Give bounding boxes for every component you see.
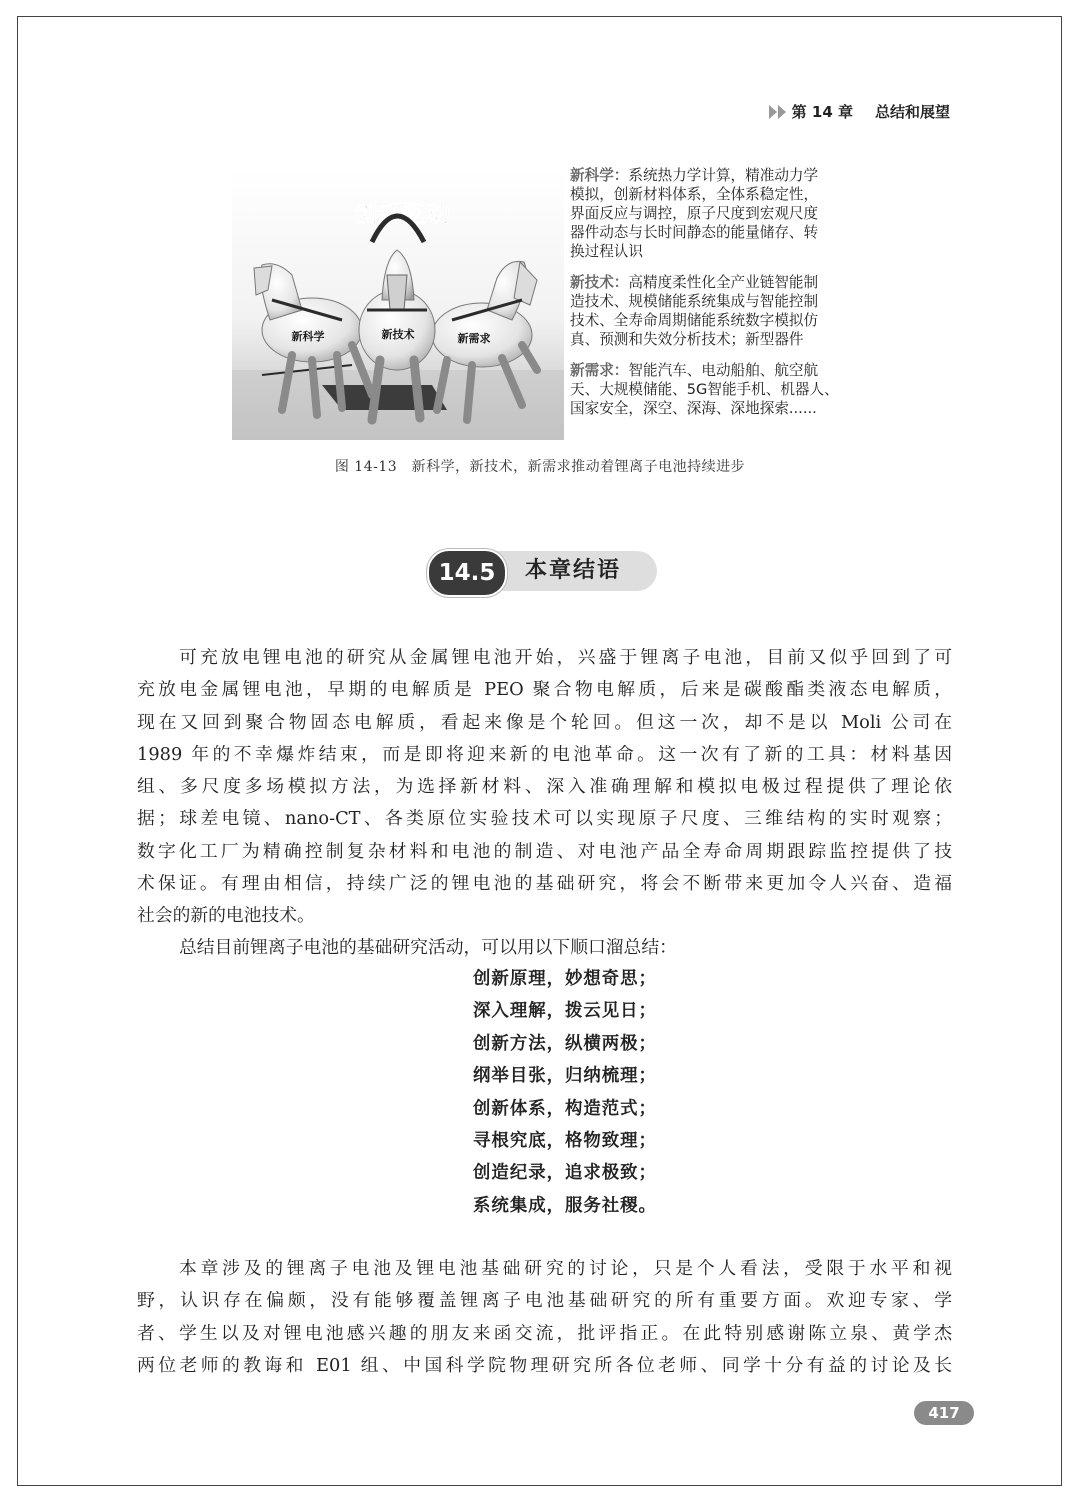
verse-line: 系统集成，服务社稷。 [473, 1195, 657, 1216]
paragraph-line: 可充放电锂电池的研究从金属锂电池开始，兴盛于锂离子电池，目前又似乎回到了可 [179, 647, 952, 668]
verse-line: 寻根究底，格物致理； [473, 1130, 657, 1151]
paragraph-line: 野，认识存在偏颇，没有能够覆盖锂离子电池基础研究的所有重要方面。欢迎专家、学 [137, 1290, 952, 1312]
paragraph-summary-intro: 总结目前锂离子电池的基础研究活动，可以用以下顺口溜总结： [179, 937, 677, 958]
annotation-line: 模拟，创新材料体系，全体系稳定性， [570, 186, 819, 203]
annotation-new-technology [570, 273, 870, 349]
paragraph-line: 1989 年的不幸爆炸结束，而是即将迎来新的电池革命。这一次有了新的工具：材料基因 [137, 743, 952, 765]
paragraph-conclusion [137, 642, 952, 933]
annotation-new-demand [570, 361, 870, 418]
horse-label-technology: 新技术 [381, 328, 415, 341]
annotation-keyword: 新需求： [570, 362, 629, 379]
summary-verse [0, 963, 1080, 1222]
page-number: 417 [914, 1401, 974, 1425]
annotation-line: 高精度柔性化全产业链智能制 [628, 274, 819, 291]
verse-line: 创造纪录，追求极致； [473, 1163, 657, 1184]
annotation-line: 智能汽车、电动船舶、航空航 [628, 362, 819, 379]
chapter-number: 第 14 章 [791, 103, 853, 121]
verse-line: 创新原理，妙想奇思； [473, 969, 657, 989]
annotation-line: 天、大规模储能、5G智能手机、机器人、 [570, 381, 839, 398]
figure-annotations [570, 166, 870, 430]
verse-line: 纲举目张，归纳梳理； [473, 1066, 657, 1087]
double-arrow-icon [769, 105, 786, 119]
annotation-line: 换过程认识 [570, 243, 643, 260]
section-heading [425, 549, 661, 593]
annotation-line: 真、预测和失效分析技术；新型器件 [570, 331, 804, 348]
verse-line: 创新方法，纵横两极； [473, 1033, 657, 1054]
paragraph-line: 者、学生以及对锂电池感兴趣的朋友来函交流，批评指正。在此特别感谢陈立泉、黄学杰 [137, 1322, 952, 1344]
paragraph-line: 组、多尺度多场模拟方法，为选择新材料、深入准确理解和模拟电极过程提供了理论依 [137, 776, 952, 798]
paragraph-line: 数字化工厂为精确控制复杂材料和电池的制造、对电池产品全寿命周期跟踪监控提供了技 [137, 840, 952, 862]
paragraph-line: 据；球差电镜、nano-CT、各类原位实验技术可以实现原子尺度、三维结构的实时观察； [137, 808, 952, 830]
annotation-keyword: 新技术： [570, 274, 629, 291]
troika-horses-image [232, 170, 564, 440]
annotation-line: 造技术、规模储能系统集成与智能控制 [570, 293, 819, 310]
annotation-line: 系统热力学计算，精准动力学 [628, 167, 819, 184]
chapter-title: 总结和展望 [874, 103, 950, 121]
paragraph-line: 本章涉及的锂离子电池及锂电池基础研究的讨论，只是个人看法，受限于水平和视 [179, 1258, 952, 1279]
annotation-line: 器件动态与长时间静态的能量储存、转 [570, 224, 819, 241]
section-number-badge: 14.5 [427, 549, 507, 597]
annotation-line: 界面反应与调控，原子尺度到宏观尺度 [570, 205, 819, 222]
annotation-line: 技术、全寿命周期储能系统数字模拟仿 [570, 312, 819, 329]
annotation-keyword: 新科学： [570, 167, 629, 184]
verse-line: 深入理解，拨云见日； [473, 1001, 657, 1022]
annotation-new-science [570, 166, 870, 261]
paragraph-line: 现在又回到聚合物固态电解质，看起来像是个轮回。但这一次，却不是以 Moli 公司在 [137, 711, 952, 733]
horse-label-science: 新科学 [291, 330, 325, 343]
figure-image-title: 创新驱动 [354, 200, 450, 228]
paragraph-line: 充放电金属锂电池，早期的电解质是 PEO 聚合物电解质，后来是碳酸酯类液态电解质， [137, 679, 952, 701]
figure-caption: 图 14-13 新科学，新技术，新需求推动着锂离子电池持续进步 [334, 459, 746, 475]
paragraph-line: 两位老师的教诲和 E01 组、中国科学院物理研究所各位老师、同学十分有益的讨论及长 [137, 1354, 952, 1376]
running-header [769, 101, 950, 122]
annotation-line: 国家安全，深空、深海、深地探索...... [570, 400, 817, 417]
horse-label-demand: 新需求 [457, 332, 491, 345]
section-title: 本章结语 [525, 558, 622, 583]
paragraph-line: 社会的新的电池技术。 [137, 905, 315, 927]
paragraph-line: 术保证。有理由相信，持续广泛的锂电池的基础研究，将会不断带来更加令人兴奋、造福 [137, 873, 952, 895]
verse-line: 创新体系，构造范式； [473, 1098, 657, 1119]
paragraph-acknowledgement [137, 1253, 952, 1382]
